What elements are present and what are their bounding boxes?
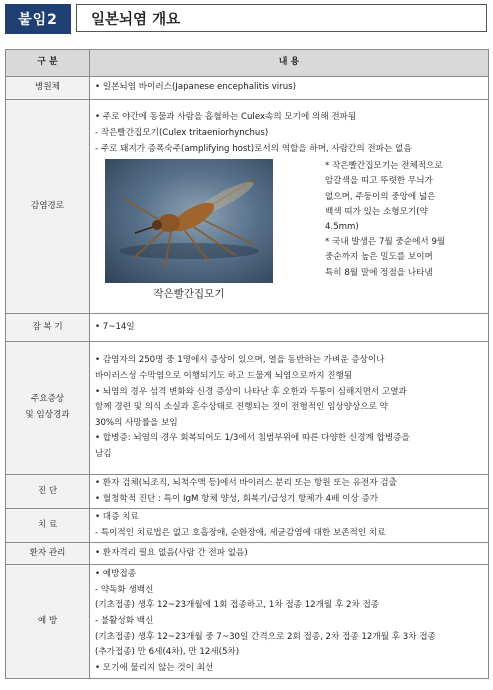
text-line: - 불활성화 백신 xyxy=(95,616,154,627)
text-line: 함께 경련 및 의식 소실과 혼수상태로 진행되는 것이 전형적인 임상양상으로 약 xyxy=(95,402,388,413)
row-route xyxy=(6,100,489,314)
text-line: (기초접종) 생후 12~23개월 중 7~30일 간격으로 2회 접종, 2차 접종 12개월 후 3차 접종 xyxy=(95,631,436,642)
photo-section xyxy=(95,159,484,303)
row-label-management: 환자 관리 xyxy=(6,543,90,565)
text-line: • 합병증: 뇌염의 경우 회복되어도 1/3에서 침범부위에 따른 다양한 신경계 합병증을 xyxy=(95,433,410,444)
note-line: 암갈색을 띠고 뚜렷한 무늬가 xyxy=(325,176,433,187)
row-content-diagnosis xyxy=(90,475,489,509)
text-line: - 약독화 생백신 xyxy=(95,584,154,595)
row-label-diagnosis: 진 단 xyxy=(6,475,90,509)
column-header-category: 구 분 xyxy=(6,50,90,77)
text-line: - 작은빨간집모기(Culex tritaeniorhynchus) xyxy=(95,127,269,138)
overview-table xyxy=(5,49,489,679)
photo-block xyxy=(95,159,283,303)
row-label-route: 감염경로 xyxy=(6,100,90,314)
row-content-pathogen xyxy=(90,77,489,100)
text-line: • 혈청학적 진단 : 특이 IgM 항체 양성, 회복기/급성기 항체가 4배 이상 증가 xyxy=(95,493,379,504)
row-content-symptoms xyxy=(90,342,489,475)
row-content-treatment xyxy=(90,509,489,543)
row-content-incubation xyxy=(90,314,489,342)
text-line: (추가접종) 만 6세(4차), 만 12세(5차) xyxy=(95,647,240,658)
text-line: - 주로 돼지가 증폭숙주(amplifying host)로서의 역할을 하며, 사람간의 전파는 없음 xyxy=(95,143,412,154)
text-line: • 대증 치료 xyxy=(95,512,139,523)
text-line: • 환자격리 필요 없음(사람 간 전파 없음) xyxy=(95,548,248,559)
text-line: • 일본뇌염 바이러스(Japanese encephalitis virus) xyxy=(95,82,296,93)
photo-caption: 작은빨간집모기 xyxy=(153,288,225,301)
row-prevention xyxy=(6,565,489,679)
row-content-prevention xyxy=(90,565,489,679)
text-line: 바이러스성 수막염으로 이행되기도 하고 드물게 뇌염으로까지 진행됨 xyxy=(95,371,353,382)
text-line: • 환자 검체(뇌조직, 뇌척수액 등)에서 바이러스 분리 또는 항원 또는 유전자 검출 xyxy=(95,478,397,488)
text-line: • 감염자의 250명 중 1명에서 증상이 있으며, 열을 동반하는 가벼운 증상이나 xyxy=(95,355,385,366)
text-line: 남김 xyxy=(95,448,112,459)
row-content-route xyxy=(90,100,489,314)
row-diagnosis xyxy=(6,475,489,509)
row-treatment xyxy=(6,509,489,543)
mosquito-notes xyxy=(325,159,445,303)
document-header xyxy=(0,0,493,44)
text-line: • 7~14일 xyxy=(95,321,135,332)
text-line: • 뇌염의 경우 섬격 변화와 신경 증상이 나타난 후 오한과 두통이 심해지면서 고열과 xyxy=(95,386,407,397)
note-line: 4.5mm) xyxy=(325,221,359,232)
text-line: (기초접종) 생후 12~23개월에 1회 접종하고, 1차 접종 12개월 후 2차 접종 xyxy=(95,600,380,611)
note-line: 백색 띠가 있는 소형모기(약 xyxy=(325,206,428,217)
row-label-symptoms: 주요증상 및 임상경과 xyxy=(6,342,90,475)
row-label-treatment: 치 료 xyxy=(6,509,90,543)
row-pathogen xyxy=(6,77,489,100)
note-line: 특히 8월 말에 정점을 나타냄 xyxy=(325,267,433,278)
row-label-incubation: 잠 복 기 xyxy=(6,314,90,342)
document-title: 일본뇌염 개요 xyxy=(76,4,487,32)
row-incubation xyxy=(6,314,489,342)
note-line: 중순까지 높은 밀도를 보이며 xyxy=(325,252,433,263)
note-line: * 작은빨간집모기는 전체적으로 xyxy=(325,161,443,172)
text-line: • 주로 야간에 동물과 사람을 흡혈하는 Culex속의 모기에 의해 전파됨 xyxy=(95,112,357,123)
text-line: • 모기에 물리지 않는 것이 최선 xyxy=(95,662,214,673)
attachment-tag: 붙임2 xyxy=(5,4,71,34)
row-content-management xyxy=(90,543,489,565)
row-symptoms xyxy=(6,342,489,475)
table-header-row xyxy=(6,50,489,77)
row-management xyxy=(6,543,489,565)
note-line: * 국내 발생은 7월 중순에서 9월 xyxy=(325,237,446,248)
text-line: • 예방접종 xyxy=(95,569,137,580)
row-label-pathogen: 병원체 xyxy=(6,77,90,100)
text-line: 30%의 사망률을 보임 xyxy=(95,417,178,428)
note-line: 없으며, 주둥이의 중앙에 넓은 xyxy=(325,191,436,202)
row-label-prevention: 예 방 xyxy=(6,565,90,679)
text-line: - 특이적인 치료법은 없고 호흡장애, 순환장애, 세균감염에 대한 보존적인 치료 xyxy=(95,527,386,538)
mosquito-illustration xyxy=(105,159,273,283)
mosquito-photo xyxy=(105,159,273,283)
column-header-content: 내 용 xyxy=(90,50,489,77)
